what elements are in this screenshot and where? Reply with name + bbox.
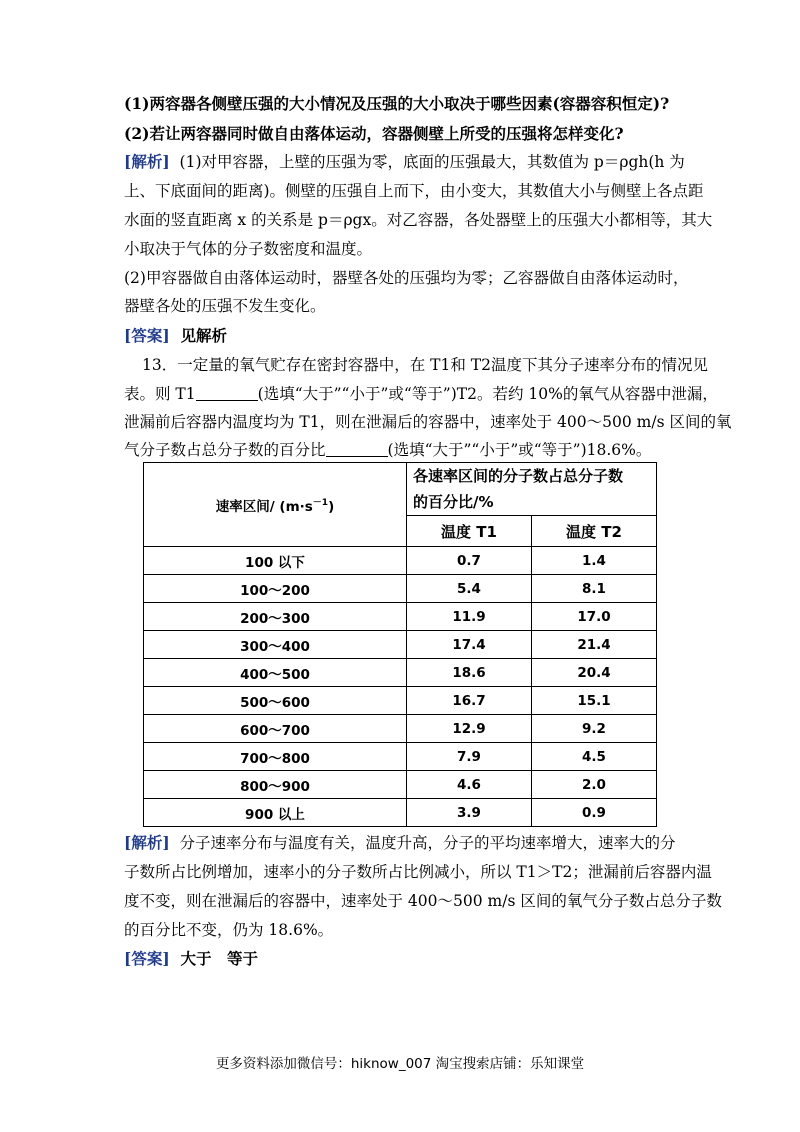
problem-13-text-4b: (选填“大于”“小于”或“等于”)18.6%。	[387, 441, 652, 459]
answer-13-line	[124, 949, 684, 969]
table-row: 100 以下 0.7 1.4	[144, 547, 657, 575]
analysis-13-line-2: 子数所占比例增加，速率小的分子数所占比例减小，所以 T1＞T2；泄漏前后容器内温	[124, 863, 712, 881]
answer-12-line	[124, 326, 684, 346]
table-row: 100～200 5.4 8.1	[144, 575, 657, 603]
table-row: 300～400 17.4 21.4	[144, 631, 657, 659]
table-row: 900 以上 3.9 0.9	[144, 799, 657, 827]
problem-13-line-2	[124, 384, 718, 404]
analysis-12-line-2: 上、下底面间的距离)。侧壁的压强自上而下，由小变大，其数值大小与侧壁上各点距	[124, 182, 704, 200]
group-header: 各速率区间的分子数占总分子数 的百分比/%	[407, 463, 657, 516]
problem-13-text-4a: 气分子数占总分子数的百分比	[124, 441, 326, 459]
col1-header: 速率区间/ $(m\cdot s^{-1})$	[144, 463, 407, 547]
problem-13-text-2b: (选填“大于”“小于”或“等于”)T2。若约 10%的氧气从容器中泄漏，	[257, 385, 718, 403]
footer-text: 更多资料添加微信号：hiknow_007 淘宝搜索店铺：乐知课堂	[215, 1056, 585, 1072]
analysis-13-text-1: 分子速率分布与温度有关，温度升高，分子的平均速率增大，速率大的分	[179, 834, 676, 852]
table-row: 500～600 16.7 15.1	[144, 687, 657, 715]
answer-blank-2[interactable]	[326, 442, 388, 457]
table-row: 200～300 11.9 17.0	[144, 603, 657, 631]
analysis-tag: [解析]	[124, 152, 170, 171]
speed-distribution-table	[143, 462, 657, 827]
analysis-12-line-3: 水面的竖直距离 x 的关系是 p＝ρgx。对乙容器，各处器壁上的压强大小都相等，其大	[124, 211, 713, 229]
col2-header: 温度 T1	[407, 516, 532, 547]
col3-header: 温度 T2	[532, 516, 657, 547]
analysis-12-line-5: (2)甲容器做自由落体运动时，器壁各处的压强均为零；乙容器做自由落体运动时，	[124, 269, 689, 287]
table-row: 800～900 4.6 2.0	[144, 771, 657, 799]
table-row: 400～500 18.6 20.4	[144, 659, 657, 687]
analysis-12-text-1: (1)对甲容器，上壁的压强为零，底面的压强最大，其数值为 p＝ρgh(h 为	[179, 153, 685, 171]
question-2: (2)若让两容器同时做自由落体运动，容器侧壁上所受的压强将怎样变化?	[124, 124, 624, 143]
answer-tag-13: [答案]	[124, 949, 170, 968]
analysis-13-line-3: 度不变，则在泄漏后的容器中，速率处于 400～500 m/s 区间的氧气分子数占总分子数	[124, 892, 722, 910]
analysis-tag-13: [解析]	[124, 833, 170, 852]
problem-13-line-4	[124, 440, 684, 460]
analysis-13-line-1	[124, 833, 684, 853]
analysis-13-line-4: 的百分比不变，仍为 18.6%。	[124, 921, 334, 939]
problem-13-text-2a: 表。则 T1	[124, 385, 196, 403]
answer-tag: [答案]	[124, 326, 170, 345]
answer-12: 见解析	[180, 326, 227, 345]
analysis-12-line-6: 器壁各处的压强不发生变化。	[124, 297, 326, 315]
problem-13-line-1: 13．一定量的氧气贮存在密封容器中，在 T1和 T2温度下其分子速率分布的情况见	[142, 356, 708, 374]
question-1: (1)两容器各侧壁压强的大小情况及压强的大小取决于哪些因素(容器容积恒定)?	[124, 94, 670, 113]
answer-blank-1[interactable]	[196, 386, 258, 401]
answer-13: 大于 等于	[180, 949, 258, 968]
analysis-12-line-1	[124, 152, 684, 172]
problem-13-line-3: 泄漏前后容器内温度均为 T1，则在泄漏后的容器中，速率处于 400～500 m/s 区间的氧	[124, 413, 732, 431]
analysis-12-line-4: 小取决于气体的分子数密度和温度。	[124, 240, 373, 258]
table-row: 600～700 12.9 9.2	[144, 715, 657, 743]
table-row: 700～800 7.9 4.5	[144, 743, 657, 771]
